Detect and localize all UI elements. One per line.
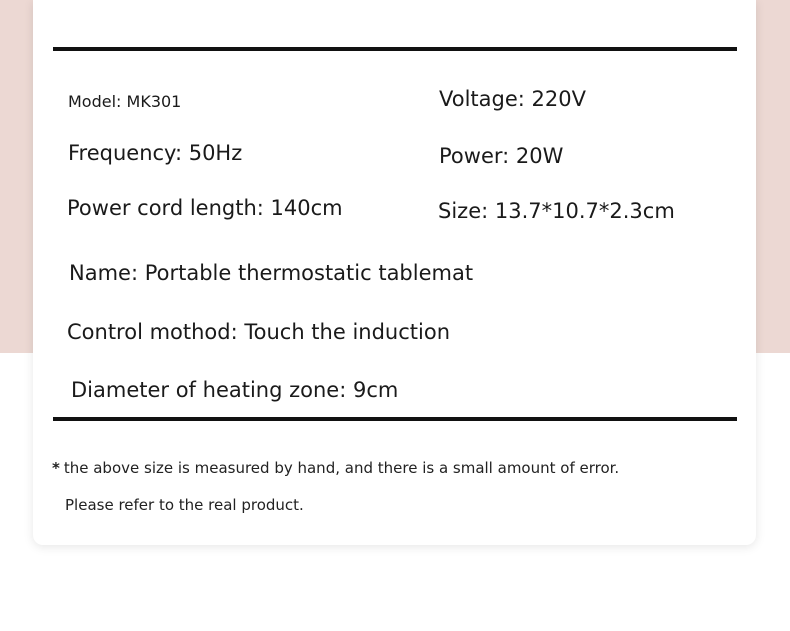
- spec-cord-length: Power cord length: 140cm: [67, 196, 343, 220]
- spec-size: Size: 13.7*10.7*2.3cm: [438, 199, 675, 223]
- footnote-line-2: Please refer to the real product.: [65, 496, 304, 514]
- spec-power: Power: 20W: [439, 144, 564, 168]
- spec-frequency: Frequency: 50Hz: [68, 141, 243, 165]
- footnote-text-1: the above size is measured by hand, and there is a small amount of error.: [63, 459, 620, 477]
- footnote-marker: *: [52, 459, 60, 477]
- spec-name: Name: Portable thermostatic tablemat: [69, 261, 474, 285]
- spec-heating-zone: Diameter of heating zone: 9cm: [71, 378, 399, 402]
- spec-control-method: Control mothod: Touch the induction: [67, 320, 451, 344]
- spec-card: [33, 0, 756, 545]
- footnote-line-1: [52, 458, 619, 478]
- bottom-divider: [53, 417, 737, 421]
- top-divider: [53, 47, 737, 51]
- spec-voltage: Voltage: 220V: [439, 87, 586, 111]
- spec-model: Model: MK301: [68, 92, 182, 111]
